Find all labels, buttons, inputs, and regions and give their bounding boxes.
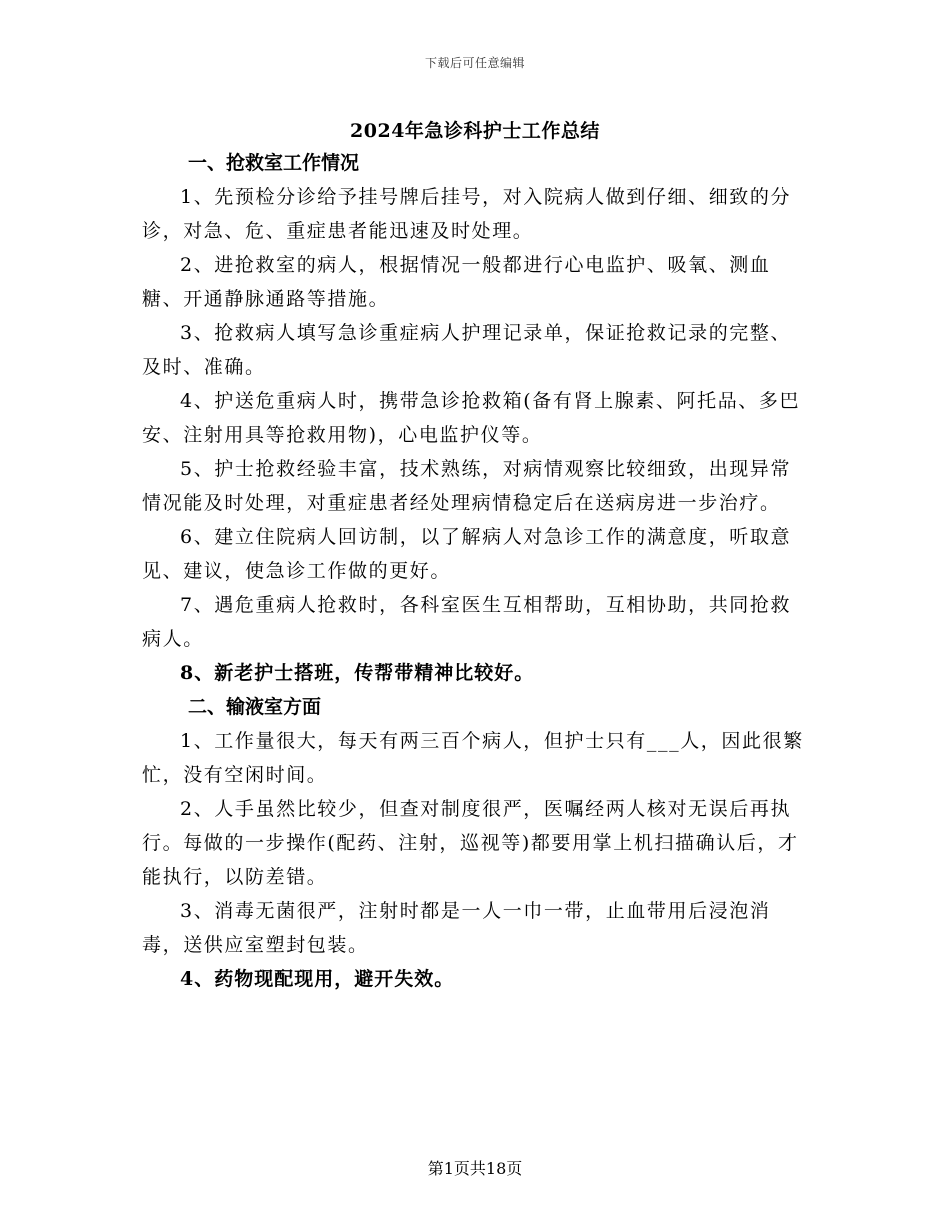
paragraph: 3、抢救病人填写急诊重症病人护理记录单，保证抢救记录的完整、及时、准确。 <box>142 322 792 378</box>
paragraph: 4、护送危重病人时，携带急诊抢救箱(备有肾上腺素、阿托品、多巴安、注射用具等抢救用物)，心电监护仪等。 <box>142 390 801 446</box>
paragraph: 2、进抢救室的病人，根据情况一般都进行心电监护、吸氧、测血糖、开通静脉通路等措施。 <box>142 254 771 310</box>
section-heading: 一、抢救室工作情况 <box>188 152 360 174</box>
document-body <box>142 146 810 996</box>
section-infusion-room <box>142 690 810 996</box>
page-footer: 第1页共18页 <box>427 1159 523 1178</box>
paragraph: 2、人手虽然比较少，但查对制度很严，医嘱经两人核对无误后再执行。每做的一步操作(配药、注射，巡视等)都要用掌上机扫描确认后，才能执行，以防差错。 <box>142 798 799 888</box>
paragraph: 7、遇危重病人抢救时，各科室医生互相帮助，互相协助，共同抢救病人。 <box>142 594 792 650</box>
section-heading: 二、输液室方面 <box>188 696 322 718</box>
bold-paragraph: 4、药物现配现用，避开失效。 <box>180 968 455 990</box>
paragraph: 5、护士抢救经验丰富，技术熟练，对病情观察比较细致，出现异常情况能及时处理，对重症患者经处理病情稳定后在送病房进一步治疗。 <box>142 458 792 514</box>
paragraph: 1、先预检分诊给予挂号牌后挂号，对入院病人做到仔细、细致的分诊，对急、危、重症患者能迅速及时处理。 <box>142 186 792 242</box>
document-title: 2024年急诊科护士工作总结 <box>350 120 600 142</box>
section-rescue-room <box>142 146 810 690</box>
paragraph: 3、消毒无菌很严，注射时都是一人一巾一带，止血带用后浸泡消毒，送供应室塑封包装。 <box>142 900 771 956</box>
header-note: 下载后可任意编辑 <box>424 56 525 70</box>
bold-paragraph: 8、新老护士搭班，传帮带精神比较好。 <box>180 662 535 684</box>
paragraph: 6、建立住院病人回访制，以了解病人对急诊工作的满意度，听取意见、建议，使急诊工作做的更好。 <box>142 526 792 582</box>
paragraph: 1、工作量很大，每天有两三百个病人，但护士只有___人，因此很繁忙，没有空闲时间。 <box>142 730 804 786</box>
